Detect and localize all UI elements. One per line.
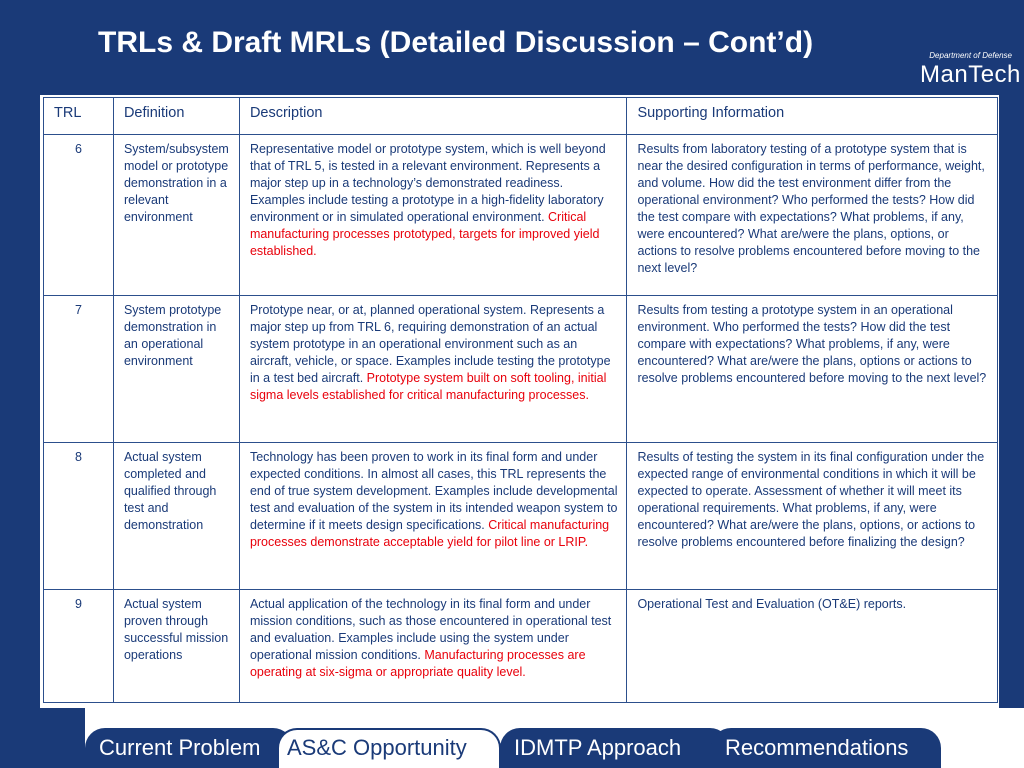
section-nav-tabs: [85, 728, 1024, 768]
trl-cell: 9: [44, 590, 114, 703]
supporting-cell: Results from laboratory testing of a prototype system that is near the desired configuration in terms of performance, weight, and volume. How did the test environment differ from the operational environment? Who performed the tests? How did the test compare with expectations? What problems, if any, were encountered? What are/were the plans, options, or actions to resolve problems encountered before moving to the next level?: [627, 135, 998, 296]
trl-cell: 7: [44, 296, 114, 443]
tab-idmtp-approach[interactable]: IDMTP Approach: [500, 728, 730, 768]
definition-cell: Actual system proven through successful mission operations: [113, 590, 239, 703]
mrl-text: Critical manufacturing processes demonstrate acceptable yield for pilot line or LRIP.: [249, 518, 610, 549]
definition-cell: System/subsystem model or prototype demonstration in a relevant environment: [113, 135, 239, 296]
supporting-cell: Operational Test and Evaluation (OT&E) reports.: [627, 590, 998, 703]
mrl-text: Critical manufacturing processes prototyped, targets for improved yield established.: [249, 210, 600, 258]
description-cell: [239, 135, 627, 296]
description-text: Technology has been proven to work in its final form and under expected conditions. In almost all cases, this TRL represents the end of true system development. Examples include developmental test and evaluation of the system in its intended weapon system to determine if it meets design specifications.: [249, 450, 618, 532]
description-text: Representative model or prototype system, which is well beyond that of TRL 5, is tested in a relevant environment. Represents a major step up in a technology’s demonstrated readiness. Examples include testing a prototype in a high-fidelity laboratory environment or in simulated operational environment.: [249, 142, 606, 224]
tab-recommendations[interactable]: Recommendations: [711, 728, 941, 768]
description-text: Actual application of the technology in its final form and under mission conditions, such as those encountered in operational test and evaluation. Examples include using the system under operational mission conditions.: [249, 597, 612, 662]
table-row: [44, 443, 998, 590]
mrl-text: Prototype system built on soft tooling, initial sigma levels established for critical manufacturing processes.: [249, 371, 607, 402]
table-header-row: [44, 98, 998, 135]
definition-cell: System prototype demonstration in an operational environment: [113, 296, 239, 443]
mrl-text: Manufacturing processes are operating at six-sigma or appropriate quality level.: [249, 648, 586, 679]
header-definition: Definition: [113, 98, 239, 135]
trl-cell: 8: [44, 443, 114, 590]
description-cell: [239, 590, 627, 703]
description-cell: [239, 443, 627, 590]
description-cell: [239, 296, 627, 443]
definition-cell: Actual system completed and qualified through test and demonstration: [113, 443, 239, 590]
description-text: Prototype near, or at, planned operational system. Represents a major step up from TRL 6, requiring demonstration of an actual system prototype in an operational environment such as an aircraft, vehicle, or space. Examples include testing the prototype in a test bed aircraft.: [249, 303, 611, 385]
logo-mantech-text: ManTech: [920, 61, 1021, 88]
header-trl: TRL: [44, 98, 114, 135]
header-description: Description: [239, 98, 627, 135]
tab-current-problem[interactable]: Current Problem: [85, 728, 293, 768]
supporting-cell: Results from testing a prototype system in an operational environment. Who performed the tests? How did the test compare with expectations? What problems, if any, were encountered? What are/were the plans, options or actions to resolve problems encountered before moving to the next level?: [627, 296, 998, 443]
tab-asc-opportunity[interactable]: AS&C Opportunity: [277, 728, 501, 768]
table-row: [44, 135, 998, 296]
supporting-cell: Results of testing the system in its final configuration under the expected range of environmental conditions in which it will be expected to operate. Assessment of whether it will meet its operational requirements. What problems, if any, were encountered? What are/were the plans, options, or actions to resolve problems encountered before finalizing the design?: [627, 443, 998, 590]
header-supporting-information: Supporting Information: [627, 98, 998, 135]
mantech-logo: [920, 50, 1020, 90]
table-row: [44, 590, 998, 703]
trl-table: [43, 97, 998, 703]
table-row: [44, 296, 998, 443]
logo-dod-text: Department of Defense: [929, 51, 1012, 60]
slide-title: TRLs & Draft MRLs (Detailed Discussion – Cont’d): [98, 26, 814, 59]
trl-cell: 6: [44, 135, 114, 296]
